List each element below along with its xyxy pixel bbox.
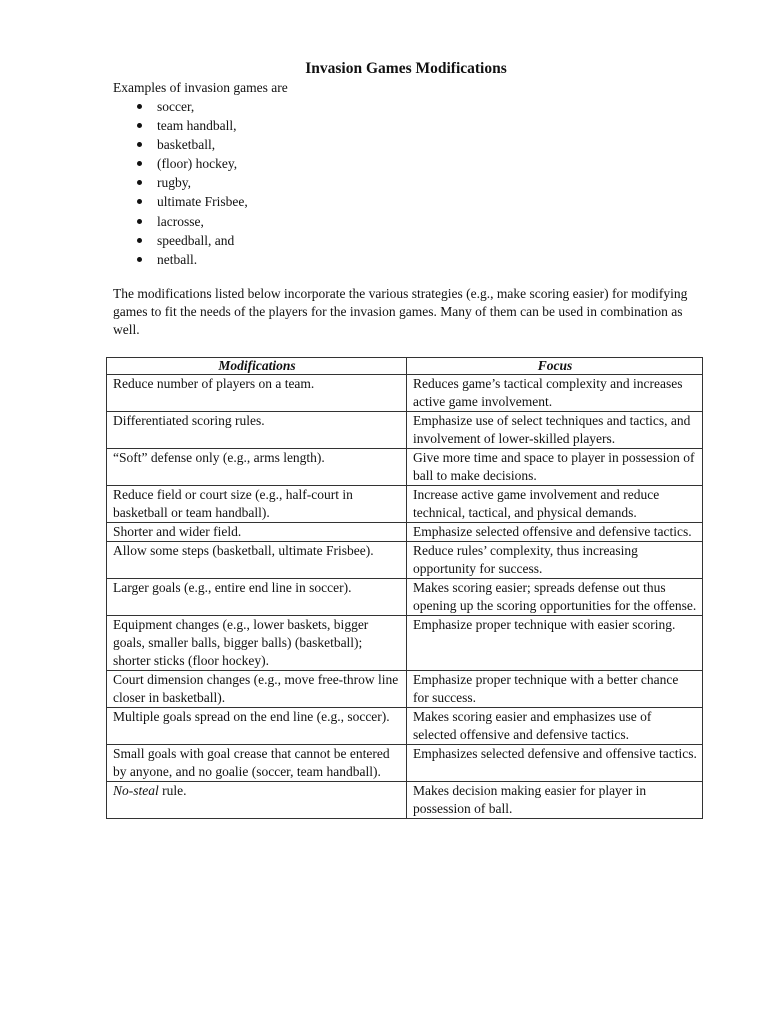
focus-cell: Increase active game involvement and reduce technical, tactical, and physical demands. — [407, 486, 703, 523]
list-item: speedball, and — [113, 231, 248, 250]
table-row — [107, 745, 703, 782]
modification-cell: Multiple goals spread on the end line (e.g., soccer). — [107, 708, 407, 745]
modification-cell: Differentiated scoring rules. — [107, 412, 407, 449]
focus-cell: Give more time and space to player in possession of ball to make decisions. — [407, 449, 703, 486]
focus-cell: Reduce rules’ complexity, thus increasing opportunity for success. — [407, 542, 703, 579]
list-item: basketball, — [113, 135, 248, 154]
table-row — [107, 616, 703, 671]
focus-cell: Emphasize proper technique with a better chance for success. — [407, 671, 703, 708]
bullet-icon — [137, 123, 142, 128]
description-paragraph: The modifications listed below incorporate the various strategies (e.g., make scoring easier) for modifying games to fit the needs of the players for the invasion games. Many of them can be used in combination as well. — [113, 286, 688, 337]
list-item: team handball, — [113, 116, 248, 135]
bullet-icon — [137, 199, 142, 204]
column-header-modifications: Modifications — [107, 358, 407, 375]
table-row — [107, 449, 703, 486]
modification-cell: Reduce number of players on a team. — [107, 375, 407, 412]
list-item: soccer, — [113, 97, 248, 116]
modification-cell: Court dimension changes (e.g., move free-throw line closer in basketball). — [107, 671, 407, 708]
focus-cell: Emphasize selected offensive and defensive tactics. — [407, 523, 703, 542]
bullet-icon — [137, 104, 142, 109]
table-row — [107, 412, 703, 449]
modification-cell: “Soft” defense only (e.g., arms length). — [107, 449, 407, 486]
bullet-icon — [137, 238, 142, 243]
bullet-icon — [137, 180, 142, 185]
focus-cell: Emphasize proper technique with easier scoring. — [407, 616, 703, 671]
modification-cell: Allow some steps (basketball, ultimate Frisbee). — [107, 542, 407, 579]
list-item: netball. — [113, 250, 248, 269]
table-row — [107, 375, 703, 412]
table-row — [107, 542, 703, 579]
examples-list — [113, 97, 248, 269]
focus-cell: Makes scoring easier and emphasizes use of selected offensive and defensive tactics. — [407, 708, 703, 745]
modification-cell: Reduce field or court size (e.g., half-court in basketball or team handball). — [107, 486, 407, 523]
modification-cell: Small goals with goal crease that cannot be entered by anyone, and no goalie (soccer, team handball). — [107, 745, 407, 782]
modification-cell: Shorter and wider field. — [107, 523, 407, 542]
modification-text: rule. — [158, 783, 187, 798]
modification-cell: Equipment changes (e.g., lower baskets, bigger goals, smaller balls, bigger balls) (basketball); shorter sticks (floor hockey). — [107, 616, 407, 671]
focus-cell: Makes decision making easier for player in possession of ball. — [407, 782, 703, 819]
modification-cell: Larger goals (e.g., entire end line in soccer). — [107, 579, 407, 616]
list-item: rugby, — [113, 173, 248, 192]
modification-emphasis: No-steal — [113, 783, 159, 798]
page-title: Invasion Games Modifications — [305, 60, 507, 77]
list-item: ultimate Frisbee, — [113, 192, 248, 211]
bullet-icon — [137, 257, 142, 262]
bullet-icon — [137, 161, 142, 166]
table-row — [107, 523, 703, 542]
intro-text: Examples of invasion games are — [113, 80, 288, 95]
modification-cell — [107, 782, 407, 819]
table-row — [107, 671, 703, 708]
table-row — [107, 579, 703, 616]
table-row — [107, 486, 703, 523]
table-header-row — [107, 358, 703, 375]
column-header-focus: Focus — [407, 358, 703, 375]
focus-cell: Emphasize use of select techniques and tactics, and involvement of lower-skilled players. — [407, 412, 703, 449]
focus-cell: Emphasizes selected defensive and offensive tactics. — [407, 745, 703, 782]
list-item: (floor) hockey, — [113, 154, 248, 173]
bullet-icon — [137, 219, 142, 224]
modifications-table — [106, 357, 703, 819]
focus-cell: Makes scoring easier; spreads defense out thus opening up the scoring opportunities for the offense. — [407, 579, 703, 616]
bullet-icon — [137, 142, 142, 147]
table-row — [107, 782, 703, 819]
list-item: lacrosse, — [113, 212, 248, 231]
focus-cell: Reduces game’s tactical complexity and increases active game involvement. — [407, 375, 703, 412]
table-row — [107, 708, 703, 745]
